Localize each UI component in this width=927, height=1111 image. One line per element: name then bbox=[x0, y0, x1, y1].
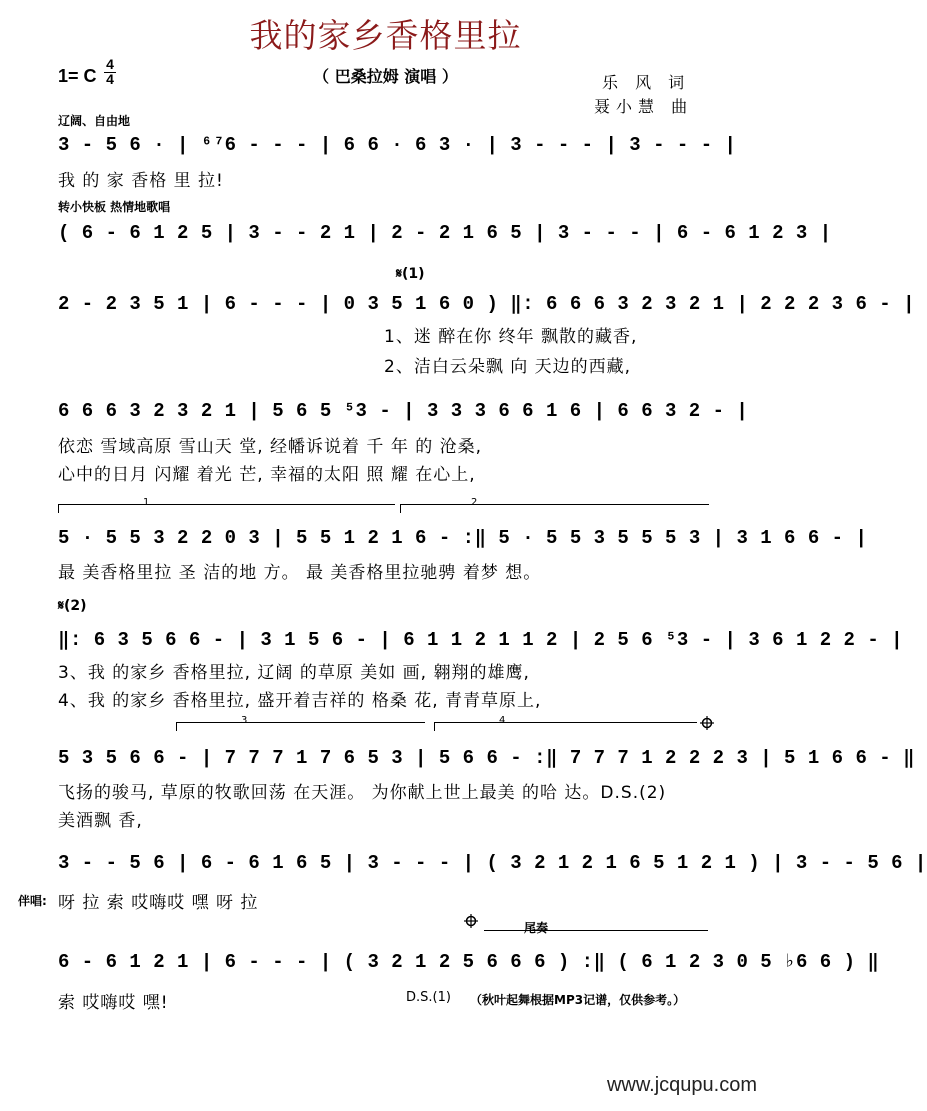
lyric-line-1: 依恋 雪域高原 雪山天 堂, 经幡诉说着 千 年 的 沧桑, bbox=[58, 437, 483, 457]
notation-row: ‖: 6 3 5 6 6 - | 3 1 5 6 - | 6 1 1 2 1 1 2 | 2 5 6 ⁵3 - | 3 6 1 2 2 - | bbox=[58, 629, 904, 651]
performer: （ 巴桑拉姆 演唱 ） bbox=[313, 67, 458, 86]
segno-1: 𝄋(1) bbox=[396, 266, 425, 282]
notation-row: 5 · 5 5 3 2 2 0 3 | 5 5 1 2 1 6 - :‖ 5 · 5 5 3 5 5 5 3 | 3 1 6 6 - | bbox=[58, 527, 868, 549]
lyric-line-1: 3、我 的家乡 香格里拉, 辽阔 的草原 美如 画, 翱翔的雄鹰, bbox=[58, 663, 530, 683]
website-watermark: www.jcqupu.com bbox=[606, 1074, 757, 1096]
transcriber-note: （秋叶起舞根据MP3记谱，仅供参考。） bbox=[470, 993, 686, 1007]
lyric-line: 索 哎嗨哎 嘿! bbox=[58, 993, 169, 1013]
notation-row: 2 - 2 3 5 1 | 6 - - - | 0 3 5 1 6 0 ) ‖: 6 6 6 3 2 3 2 1 | 2 2 2 3 6 - | bbox=[58, 293, 915, 315]
notation-row: 3 - - 5 6 | 6 - 6 1 6 5 | 3 - - - | ( 3 2 1 2 1 6 5 1 2 1 ) | 3 - - 5 6 | bbox=[58, 852, 927, 874]
lyric-line-2: 4、我 的家乡 香格里拉, 盛开着吉祥的 格桑 花, 青青草原上, bbox=[58, 691, 542, 711]
volta-bracket-3 bbox=[176, 715, 425, 731]
lyricist: 乐 风 词 bbox=[602, 73, 691, 92]
notation-row: ( 6 - 6 1 2 5 | 3 - - 2 1 | 2 - 2 1 6 5 | 3 - - - | 6 - 6 1 2 3 | bbox=[58, 222, 832, 244]
backing-vocal-label: 伴唱: bbox=[18, 894, 47, 908]
tempo-chorus: 转小快板 热情地歌唱 bbox=[58, 200, 171, 214]
volta-number: 4 bbox=[499, 715, 506, 726]
composer: 聂小慧 曲 bbox=[594, 97, 694, 116]
lyric-line-1: 1、迷 醉在你 终年 飘散的藏香, bbox=[384, 327, 638, 347]
volta-number: 3 bbox=[241, 715, 248, 726]
ds-1-marker: D.S.(1) bbox=[406, 990, 451, 1005]
lyric-line: 我 的 家 香格 里 拉! bbox=[58, 171, 224, 191]
notation-row: 3 - 5 6 · | ⁶⁷6 - - - | 6 6 · 6 3 · | 3 - - - | 3 - - - | bbox=[58, 134, 737, 156]
lyric-line: 呀 拉 索 哎嗨哎 嘿 呀 拉 bbox=[58, 893, 259, 913]
coda-bracket bbox=[484, 921, 708, 939]
lyric-line-2: 心中的日月 闪耀 着光 芒, 幸福的太阳 照 耀 在心上, bbox=[58, 465, 476, 485]
volta-bracket-2 bbox=[400, 497, 709, 513]
lyric-line-2: 美酒飘 香, bbox=[58, 811, 143, 831]
volta-number: 1 bbox=[143, 497, 150, 508]
notation-row: 6 - 6 1 2 1 | 6 - - - | ( 3 2 1 2 5 6 6 6 ) :‖ ( 6 1 2 3 0 5 ♭6 6 ) ‖ bbox=[58, 951, 880, 973]
coda-icon bbox=[700, 716, 714, 730]
lyric-line-2: 2、洁白云朵飘 向 天边的西藏, bbox=[384, 357, 632, 377]
volta-number: 2 bbox=[471, 497, 478, 508]
time-signature bbox=[104, 58, 116, 86]
meter-bottom: 4 bbox=[106, 71, 114, 87]
key-signature: 1= C bbox=[58, 66, 97, 86]
coda-icon bbox=[464, 914, 478, 928]
notation-row: 5 3 5 6 6 - | 7 7 7 1 7 6 5 3 | 5 6 6 - :‖ 7 7 7 1 2 2 2 3 | 5 1 6 6 - ‖ bbox=[58, 747, 916, 769]
coda-label: 尾奏 bbox=[524, 921, 549, 935]
volta-bracket-4 bbox=[434, 715, 697, 731]
volta-bracket-1 bbox=[58, 497, 395, 513]
song-title: 我的家乡香格里拉 bbox=[249, 16, 522, 55]
meter-top: 4 bbox=[106, 56, 114, 72]
segno-2: 𝄋(2) bbox=[58, 598, 87, 614]
lyric-line-1: 飞扬的骏马, 草原的牧歌回荡 在天涯。 为你献上世上最美 的哈 达。D.S.(2) bbox=[58, 783, 667, 803]
notation-row: 6 6 6 3 2 3 2 1 | 5 6 5 ⁵3 - | 3 3 3 6 6 1 6 | 6 6 3 2 - | bbox=[58, 400, 749, 422]
tempo-intro: 辽阔、自由地 bbox=[58, 114, 131, 128]
lyric-line: 最 美香格里拉 圣 洁的地 方。 最 美香格里拉驰骋 着梦 想。 bbox=[58, 563, 542, 583]
